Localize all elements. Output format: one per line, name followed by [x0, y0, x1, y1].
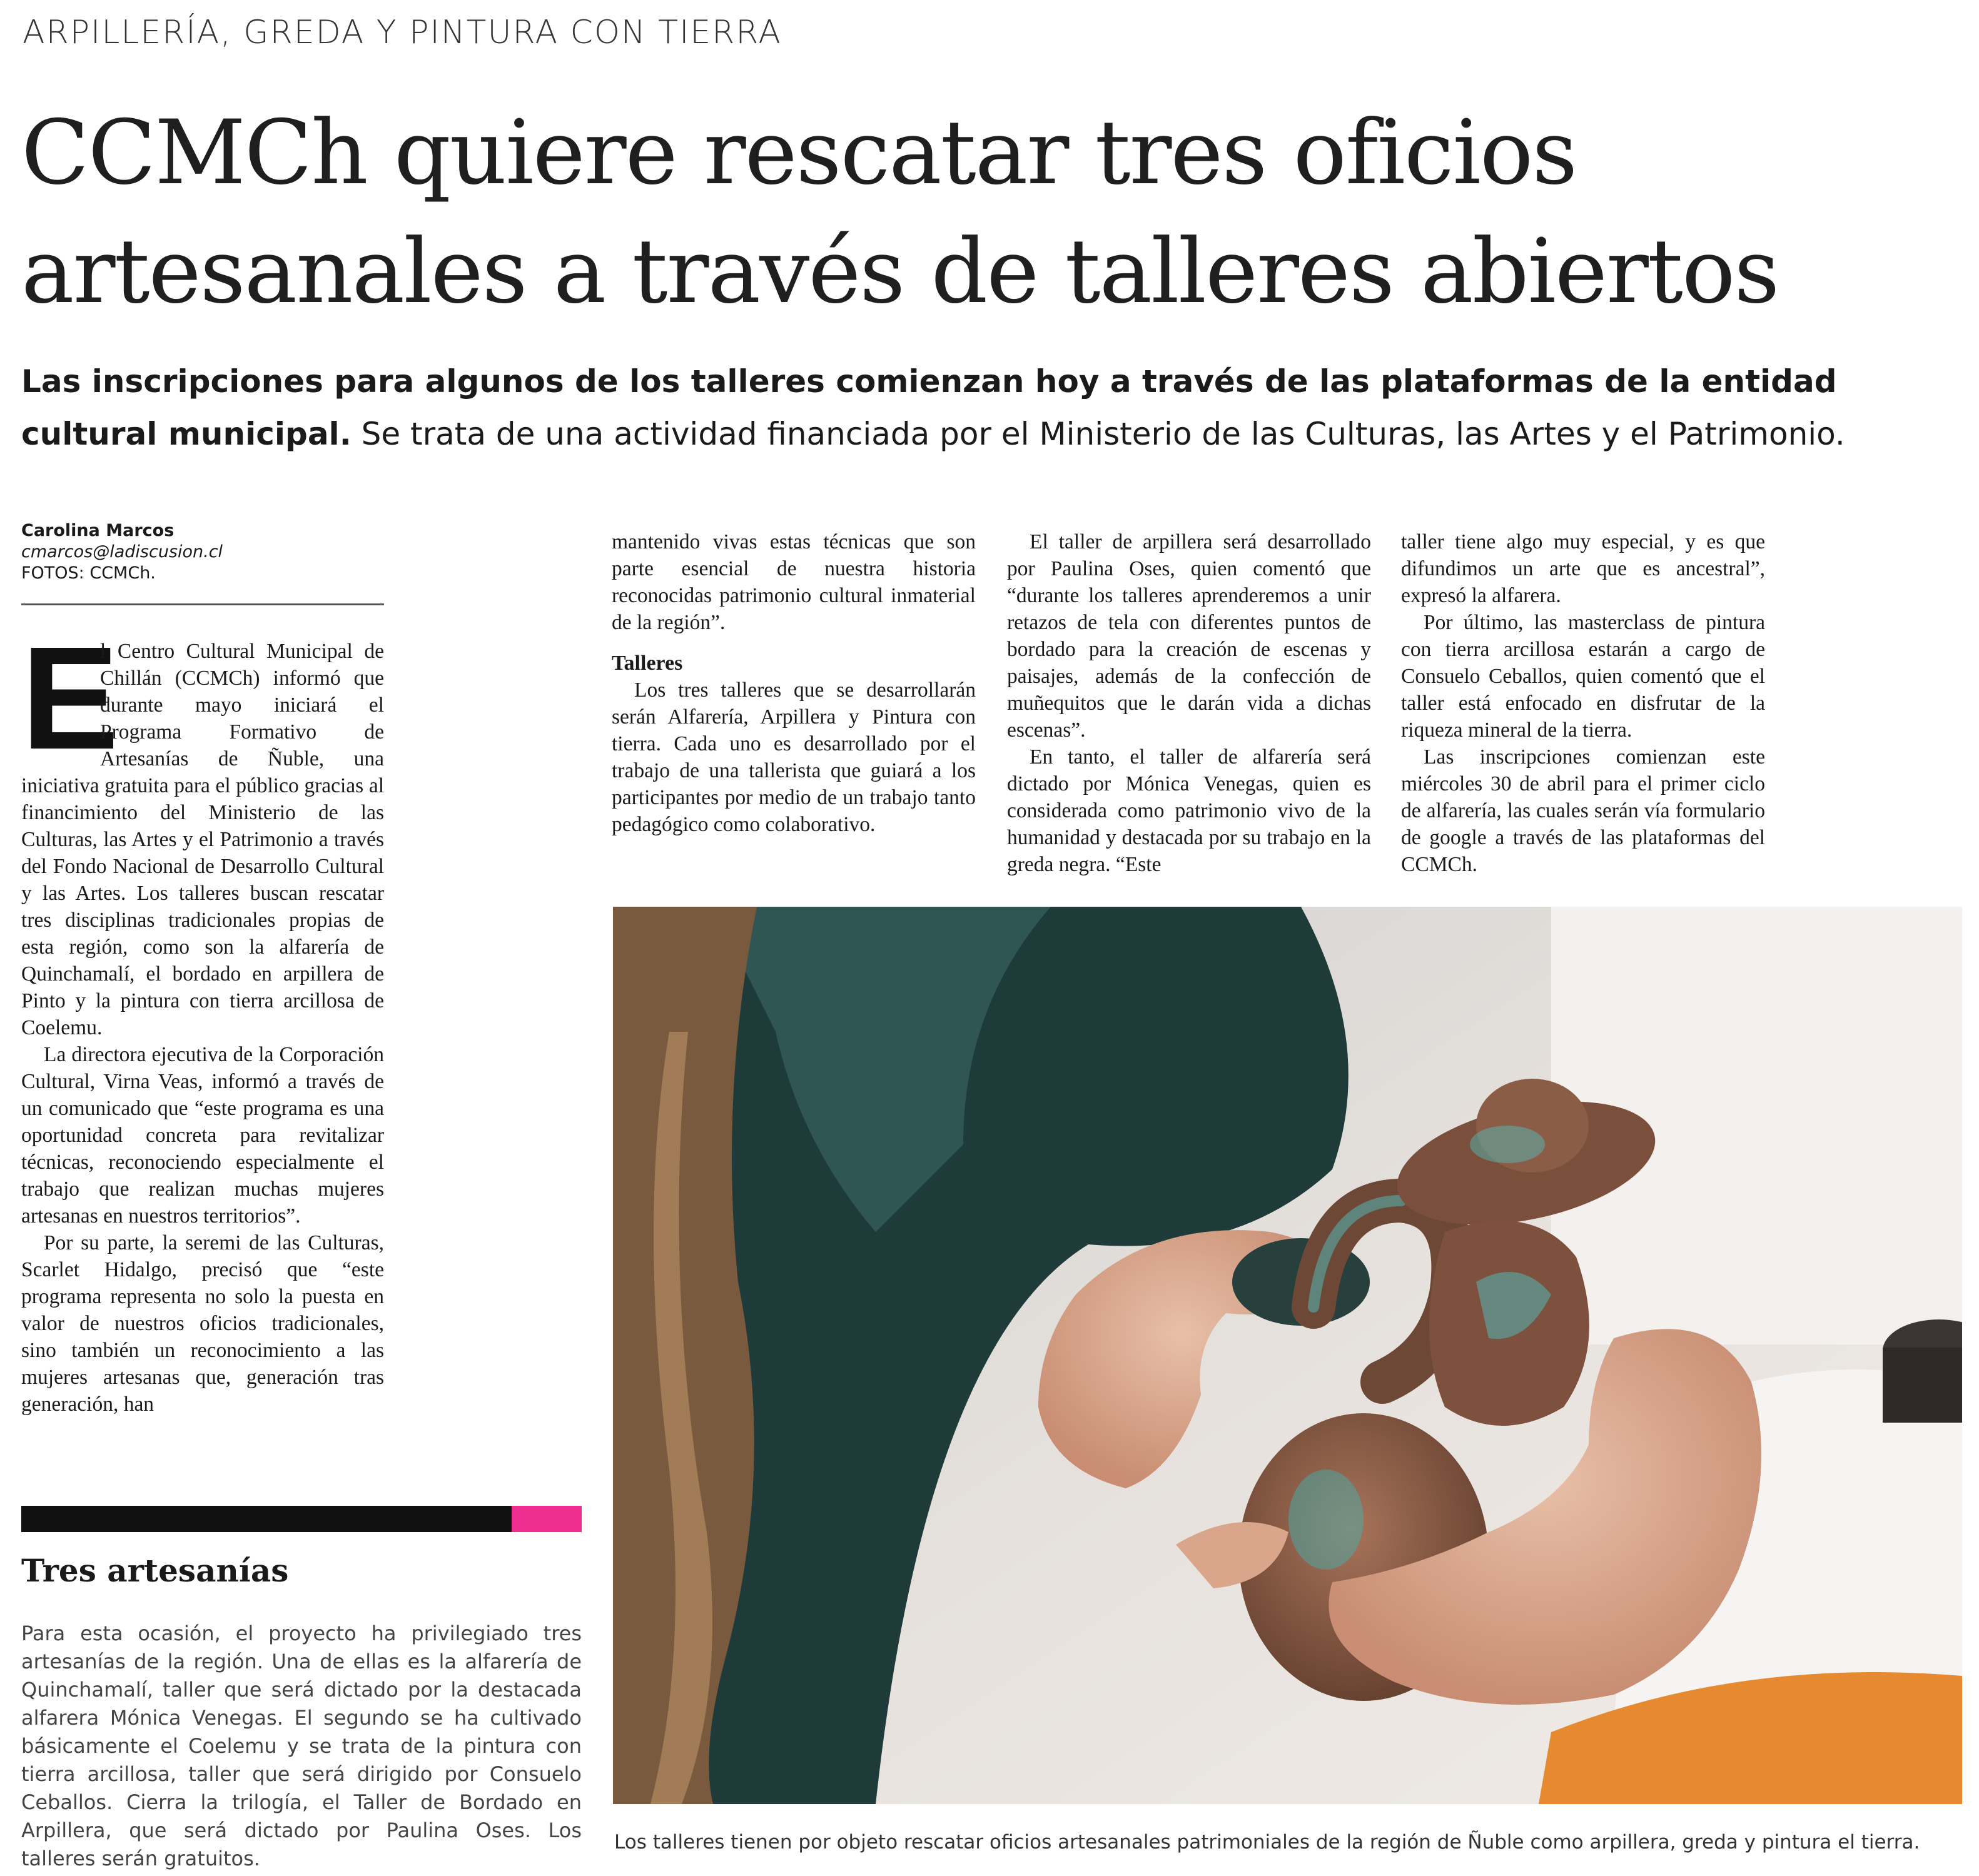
- byline-author: Carolina Marcos: [21, 521, 175, 540]
- sidebar-box-bar: [21, 1506, 582, 1532]
- deck-regular: Se trata de una actividad financiada por el Ministerio de las Culturas, las Artes y el Patrimonio.: [351, 416, 1845, 452]
- byline-rule: [21, 603, 384, 605]
- paragraph: mantenido vivas estas técnicas que son parte esencial de nuestra historia reconocidas patrimonio cultural inmaterial de la región”.: [612, 530, 976, 634]
- paragraph: La directora ejecutiva de la Corporación Cultural, Virna Veas, informó a través de un comunicado que “este programa es una oportunidad concreta para revitalizar técnicas, reconociendo especialmente el trabajo que realizan muchas mujeres artesanas en nuestros territorios”.: [21, 1043, 384, 1228]
- paragraph: Por último, las masterclass de pintura con tierra arcillosa estarán a cargo de Consuelo Ceballos, quien comentó que el taller está enfocado en disfrutar de la riqueza mineral de la tierra.: [1401, 611, 1765, 742]
- byline-email: cmarcos@ladiscusion.cl: [21, 542, 223, 562]
- paragraph: Las inscripciones comienzan este miércoles 30 de abril para el primer ciclo de alfarería, las cuales serán vía formulario de google a través de las plataformas del CCMCh.: [1401, 745, 1765, 876]
- sidebar-box-accent: [512, 1506, 582, 1532]
- paragraph-intro: l Centro Cultural Municipal de Chillán (CCMCh) informó que durante mayo iniciará el Programa Formativo de Artesanías de Ñuble, una iniciativa gratuita para el público gracias al financimiento del Ministerio de las Culturas, las Artes y el Patrimonio a través del Fondo Nacional de Desarrollo Cultural y las Artes. Los talleres buscan rescatar tres disciplinas tradicionales propias de esta región, como son la alfarería de Quinchamalí, el bordado en arpillera de Pinto y la pintura con tierra arcillosa de Coelemu.: [21, 640, 384, 1039]
- sidebar-box-title: Tres artesanías: [21, 1552, 289, 1589]
- subheading-talleres: Talleres: [612, 652, 683, 675]
- byline: [21, 520, 384, 584]
- paragraph: Por su parte, la seremi de las Culturas, Scarlet Hidalgo, precisó que “este programa representa no solo la puesta en valor de nuestros oficios tradicionales, sino también un reconocimiento a las mujeres artesanas que, generación tras generación, han: [21, 1231, 384, 1416]
- article-column-3: [1007, 528, 1371, 878]
- byline-photos: FOTOS: CCMCh.: [21, 563, 156, 583]
- photo-caption: Los talleres tienen por objeto rescatar oficios artesanales patrimoniales de la región de Ñuble como arpillera, greda y pintura el tierra.: [614, 1831, 1920, 1853]
- article-column-2: [612, 528, 976, 838]
- paragraph: En tanto, el taller de alfarería será dictado por Mónica Venegas, quien es considerada como patrimonio vivo de la humanidad y destacada por su trabajo en la greda negra. “Este: [1007, 745, 1371, 876]
- kicker: ARPILLERÍA, GREDA Y PINTURA CON TIERRA: [23, 14, 782, 51]
- deck-bold: Las inscripciones para algunos de los talleres comienzan hoy a través de las plataformas de la entidad cultural municipal.: [21, 363, 1837, 452]
- sidebar-box-text: Para esta ocasión, el proyecto ha privilegiado tres artesanías de la región. Una de ellas es la alfarería de Quinchamalí, taller que será dictado por la destacada alfarera Mónica Venegas. El segundo se ha cultivado básicamente el Coelemu y se trata de la pintura con tierra arcillosa, taller que será dirigido por Consuelo Ceballos. Cierra la trilogía, el Taller de Bordado en Arpillera, que será dictado por Paulina Oses. Los talleres serán gratuitos.: [21, 1621, 582, 1870]
- paragraph: Los tres talleres que se desarrollarán serán Alfarería, Arpillera y Pintura con tierra. Cada uno es desarrollado por el trabajo de una tallerista que guiará a los participantes por medio de un trabajo tanto pedagógico como colaborativo.: [612, 678, 976, 836]
- headline: [21, 94, 1960, 331]
- article-photo: [613, 907, 1962, 1804]
- drop-cap: E: [21, 616, 119, 780]
- article-column-1: [21, 616, 384, 1418]
- paragraph: El taller de arpillera será desarrollado por Paulina Oses, quien comentó que “durante los talleres aprenderemos a unir retazos de tela con diferentes puntos de bordado para la creación de escenas y paisajes, además de la confección de muñequitos que le darán vida a dichas escenas”.: [1007, 530, 1371, 742]
- article-column-4: [1401, 528, 1765, 878]
- paragraph: taller tiene algo muy especial, y es que difundimos un arte que es ancestral”, expresó la alfarera.: [1401, 530, 1765, 607]
- deck: [21, 355, 1960, 460]
- headline-line-1: CCMCh quiere rescatar tres oficios: [21, 101, 1577, 204]
- headline-line-2: artesanales a través de talleres abiertos: [21, 220, 1779, 323]
